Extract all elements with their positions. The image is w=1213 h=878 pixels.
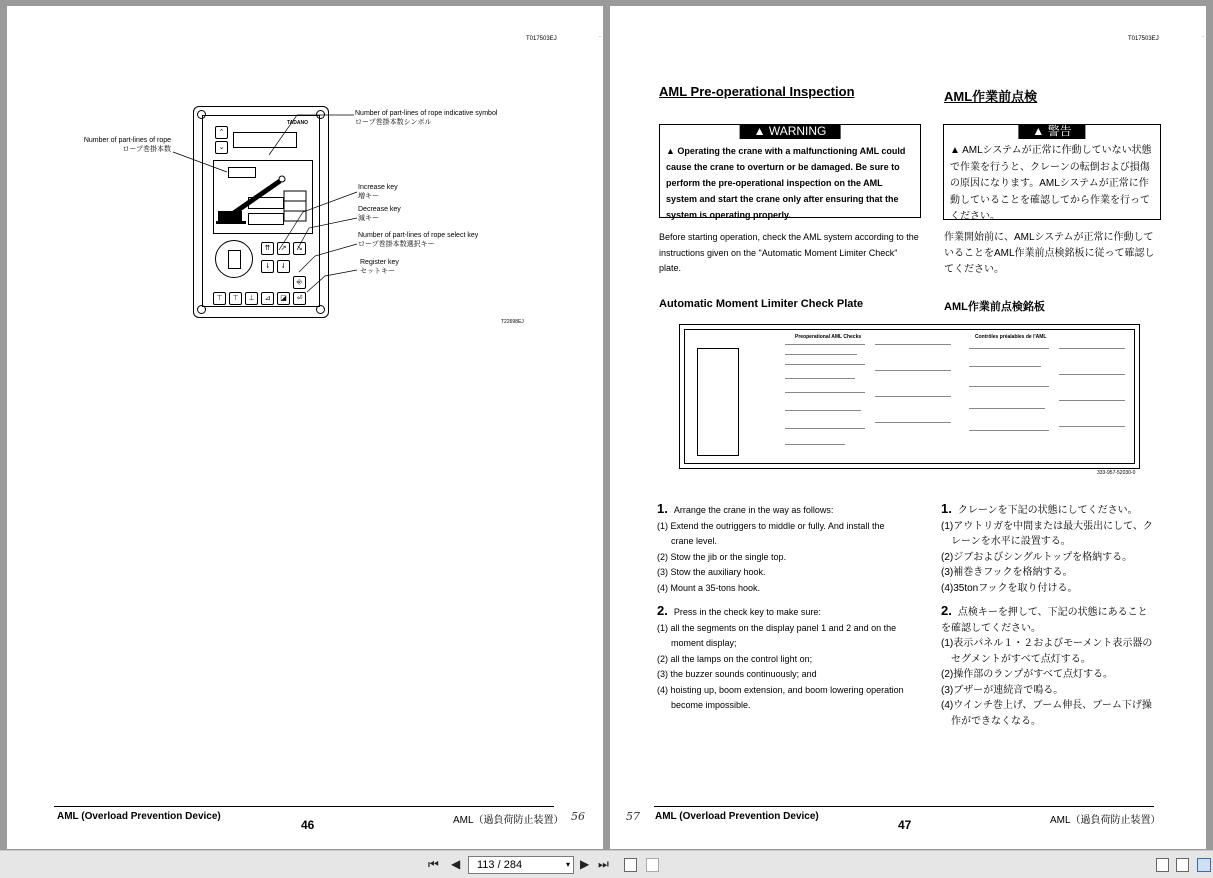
first-page-icon[interactable]: ⏮ (428, 857, 439, 871)
pdf-page-right (610, 6, 1206, 849)
list-item: レーンを水平に設置する。 (951, 536, 1071, 547)
two-page-view-icon[interactable] (1197, 858, 1211, 872)
plate-text-line (1059, 426, 1125, 427)
callout-increase-key (358, 183, 398, 201)
plate-text-line (969, 348, 1049, 349)
footer-section-en: AML (Overload Prevention Device) (57, 811, 221, 822)
callout-part-lines-symbol (355, 109, 497, 127)
pdf-page-left (7, 6, 603, 849)
list-item: (4) Mount a 35-tons hook. (657, 582, 761, 593)
callout-decrease-key (358, 205, 401, 223)
plate-text-line (785, 344, 865, 345)
function-key-icon: ⊿ (261, 292, 274, 305)
single-page-view-icon[interactable] (1156, 858, 1169, 872)
list-item: (3) Stow the auxiliary hook. (657, 567, 766, 577)
list-item: (2)ジブおよびシングルトップを格納する。 (941, 551, 1133, 563)
step-text: Press in the check key to make sure: (673, 607, 821, 617)
warning-label: ▲ WARNING (740, 124, 841, 139)
intro-text-en: Before starting operation, check the AML system according to the instructions given on the "Automatic Moment Limiter Check" plate. (659, 232, 919, 273)
page-number: 47 (898, 818, 912, 832)
callout-part-lines (71, 136, 171, 154)
plate-text-line (785, 410, 861, 411)
footer-rule (654, 806, 1154, 807)
up-arrow-icon: ⌃ (215, 126, 228, 139)
list-item: (3) the buzzer sounds continuously; and (657, 669, 817, 679)
step-number: 2. (657, 603, 668, 618)
callout-register-key (360, 258, 399, 276)
warning-box-jp (943, 124, 1161, 220)
list-item: (3)補巻きフックを格納する。 (941, 567, 1073, 578)
plate-text-line (785, 392, 865, 393)
plate-text-line (785, 444, 845, 445)
page-number: 46 (301, 818, 315, 832)
warning-label-jp: ▲ 警告 (1018, 124, 1085, 139)
edge-mark: · (599, 34, 601, 40)
plate-text-line (875, 344, 951, 345)
plate-text-line (1059, 400, 1125, 401)
footer-section-en: AML (Overload Prevention Device) (655, 811, 819, 822)
callout-en: Decrease key (358, 206, 401, 213)
plate-panel-drawing (697, 348, 739, 456)
step-text: クレーンを下記の状態にしてください。 (957, 505, 1138, 516)
list-item: (2) all the lamps on the control light on; (657, 653, 813, 664)
down-arrow-icon: ⌄ (215, 141, 228, 154)
list-item: crane level. (671, 536, 718, 546)
hook-key-icon: ⇂ (261, 260, 274, 273)
function-key-icon: ⊤ (213, 292, 226, 305)
list-item: セグメントがすべて点灯する。 (951, 653, 1091, 665)
plate-text-line (969, 386, 1049, 387)
tadano-logo: TADANO (287, 120, 309, 126)
step-text-cont: を確認してください。 (941, 622, 1041, 634)
list-item: become impossible. (671, 700, 751, 710)
callout-en: Register key (360, 259, 399, 266)
function-key-icon: ⏎ (293, 292, 306, 305)
step-2-jp (941, 603, 1165, 729)
section-title-jp: AML作業前点検 (944, 89, 1038, 104)
step-text: 点検キーを押して、下記の状態にあること (957, 607, 1148, 618)
callout-jp: ロープ巻掛本数 (122, 146, 171, 153)
viewer-toolbar (0, 850, 1213, 878)
callout-jp: 増キー (358, 193, 379, 200)
callout-select-key (358, 231, 478, 249)
next-page-icon[interactable]: ▶ (580, 857, 590, 871)
list-item: (2)操作部のランプがすべて点灯する。 (941, 669, 1114, 680)
footer-rule (54, 806, 554, 807)
plate-text-line (785, 354, 857, 355)
doc-code: T017503EJ (1128, 36, 1159, 42)
plate-code: 333-957-52030-0 (1097, 470, 1136, 476)
warning-box-en (659, 124, 921, 218)
warning-text-jp: ▲ AMLシステムが正常に作動していない状態で作業を行うと、クレーンの転倒および損傷の原因になります。AMLシステムが正常に作動していることを確認してから作業を行ってください。 (950, 145, 1152, 222)
callout-en: Increase key (358, 184, 398, 191)
warning-text-en: ▲ Operating the crane with a malfunctioning AML could cause the crane to overturn or be damaged. Be sure to perform the pre-operational inspection on the AML system and start the crane only after ensuring that the system is operating properly. (666, 146, 906, 220)
plate-heading-left: Preoperational AML Checks (795, 334, 862, 340)
plate-text-line (875, 370, 951, 371)
register-key-icon: ⎆ (293, 276, 306, 289)
figure-code: T22698EJ (501, 319, 524, 325)
plate-title-en: Automatic Moment Limiter Check Plate (659, 298, 864, 310)
plate-text-line (1059, 348, 1125, 349)
plate-title-jp: AML作業前点検銘板 (944, 301, 1045, 313)
callout-jp: ロープ巻掛本数選択キー (358, 241, 435, 248)
callout-leader-lines (7, 6, 603, 346)
handwritten-number: 56 (571, 810, 585, 823)
list-item: (4)35tonフックを取り付ける。 (941, 582, 1078, 594)
page-number-value: 113 / 284 (477, 859, 523, 871)
function-key-icon: ⊥ (245, 292, 258, 305)
intro-text-jp: 作業開始前に、AMLシステムが正常に作動していることをAML作業前点検銘板に従って確認してください。 (944, 232, 1155, 275)
plate-text-line (969, 366, 1041, 367)
list-item: (1)アウトリガを中間または最大張出にして、ク (941, 520, 1153, 532)
increase-key-icon: ↗ (277, 242, 290, 255)
plate-text-line (969, 430, 1049, 431)
callout-jp: ロープ巻掛本数シンボル (355, 119, 432, 126)
handwritten-number: 57 (626, 810, 640, 823)
aml-check-plate-image (679, 324, 1140, 469)
callout-en: Number of part-lines of rope select key (358, 232, 479, 239)
paste-page-icon[interactable] (646, 858, 659, 872)
plate-heading-right: Contrôles préalables de l'AML (975, 334, 1047, 340)
select-key-icon: ⇃ (277, 260, 290, 273)
plate-text-line (785, 364, 865, 365)
step-text: Arrange the crane in the way as follows: (673, 505, 834, 515)
footer-section-jp: AML（過負荷防止装置） (453, 815, 564, 826)
list-item: 作ができなくなる。 (951, 715, 1041, 727)
function-key-icon: ◪ (277, 292, 290, 305)
list-item: (2) Stow the jib or the single top. (657, 551, 787, 562)
part-lines-key-icon: ⇈ (261, 242, 274, 255)
plate-text-line (875, 422, 951, 423)
chevron-down-icon: ▾ (565, 860, 570, 869)
decrease-key-icon: ↘ (293, 242, 306, 255)
doc-code: T017503EJ (526, 36, 557, 42)
footer-section-jp: AML（過負荷防止装置） (1050, 815, 1161, 826)
step-1-en (657, 501, 927, 596)
step-1-jp (941, 501, 1165, 596)
list-item: (1)表示パネル１・２およびモーメント表示器の (941, 638, 1153, 649)
previous-page-icon[interactable]: ◀ (451, 857, 461, 871)
last-page-icon[interactable]: ⏭ (598, 857, 609, 871)
edge-mark: · (1202, 34, 1204, 40)
plate-text-line (969, 408, 1045, 409)
list-item: (4) hoisting up, boom extension, and boom lowering operation (657, 684, 904, 695)
list-item: (1) all the segments on the display panel 1 and 2 and on the (657, 622, 897, 633)
plate-text-line (875, 396, 951, 397)
step-number: 2. (941, 603, 952, 618)
plate-text-line (785, 378, 855, 379)
copy-page-icon[interactable] (624, 858, 637, 872)
callout-en: Number of part-lines of rope indicative symbol (355, 110, 498, 117)
list-item: (1) Extend the outriggers to middle or fully. And install the (657, 520, 885, 531)
callout-jp: セットキー (360, 268, 395, 275)
section-title-en: AML Pre-operational Inspection (659, 84, 855, 99)
function-key-icon: ⊤ (229, 292, 242, 305)
step-number: 1. (941, 501, 952, 516)
plate-inner (684, 329, 1135, 464)
list-item: (4)ウインチ巻上げ、ブーム伸長、ブーム下げ操 (941, 700, 1152, 711)
list-item: (3)ブザーが連続音で鳴る。 (941, 684, 1064, 696)
plate-text-line (785, 428, 865, 429)
callout-jp: 減キー (358, 215, 379, 222)
page-number-select[interactable] (468, 856, 574, 874)
step-number: 1. (657, 501, 668, 516)
list-item: moment display; (671, 638, 737, 648)
callout-en: Number of part-lines of rope (83, 137, 171, 144)
step-2-en (657, 603, 927, 714)
continuous-view-icon[interactable] (1176, 858, 1189, 872)
plate-text-line (1059, 374, 1125, 375)
